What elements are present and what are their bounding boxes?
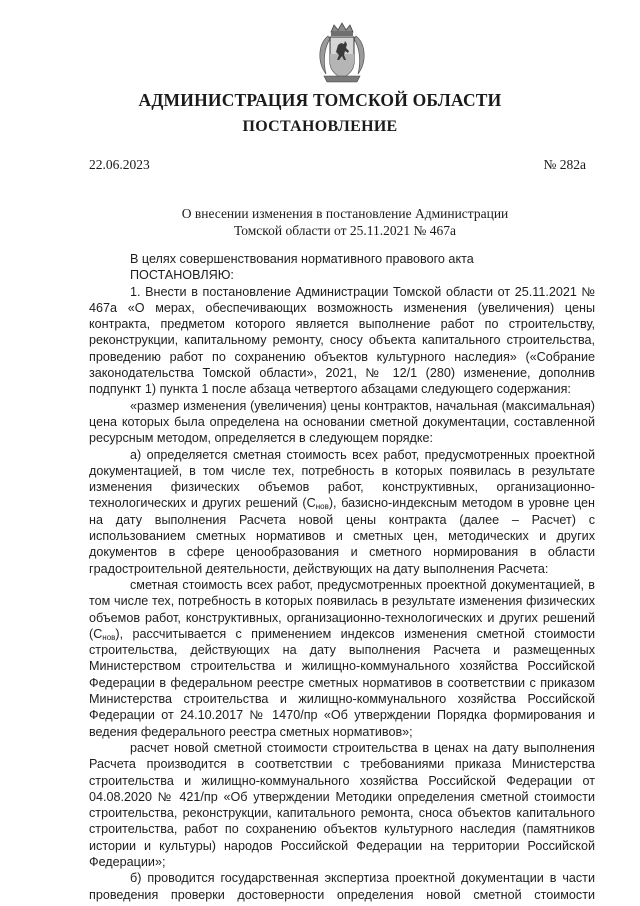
document-type: ПОСТАНОВЛЕНИЕ	[242, 118, 398, 135]
subscript-nov: нов	[102, 632, 116, 642]
paragraph-calculation: расчет новой сметной стоимости строительства в ценах на дату выполнения Расчета производится в соответствии с требованиями приказа Министерства строительства и жилищно-коммунального хозяйства Российской Федерации от 04.08.2020 № 421/пр «Об утверждении Методики определения сметной стоимости строительства, реконструкции, капитального ремонта, сноса объектов капитального строительства, работ по сохранению объектов культурного наследия (памятников истории и культуры) народов Российской Федерации на территории Российской Федерации»;	[89, 740, 595, 869]
subscript-nov: нов	[315, 502, 329, 512]
paragraph-estimate-text-2: ), рассчитывается с применением индексов изменения сметной стоимости строительства, действующих на дату выполнения Расчета и размещенных Министерством строительства и жилищно-коммунального хозяйства Российской Федерации в федеральном реестре сметных нормативов в соответствии с приказом Министерства строительства и жилищно-коммунального хозяйства Российской Федерации от 24.10.2017 № 1470/пр «Об утверждении Порядка формирования и ведения федерального реестра сметных нормативов»;	[89, 626, 595, 739]
organization-name: АДМИНИСТРАЦИЯ ТОМСКОЙ ОБЛАСТИ	[138, 90, 502, 110]
resolve-paragraph: ПОСТАНОВЛЯЮ:	[130, 268, 234, 283]
title-line-1: О внесении изменения в постановление Администрации	[181, 206, 509, 221]
document-body	[89, 251, 595, 903]
paragraph-b: б) проводится государственная экспертиза проектной документации в части проведения проверки достоверности определения новой сметной стоимости	[89, 871, 595, 902]
title-line-2: Томской области от 25.11.2021 № 467а	[234, 223, 456, 238]
document-number: № 282а	[543, 157, 586, 172]
document-date: 22.06.2023	[89, 157, 150, 172]
paragraph-estimate-text-1: сметная стоимость всех работ, предусмотренных проектной документацией, в том числе тех, потребность в которых появилась в результате изменения физических объемов работ, конструктивных, организационно-технологических и других решений (С	[89, 577, 595, 641]
paragraph-a-text-1: а) определяется сметная стоимость всех работ, предусмотренных проектной документацией, в том числе тех, потребность в которых появилась в результате изменения физических объемов работ, конструктивных, организационно-технологических и других решений (С	[89, 447, 595, 511]
paragraph-2: «размер изменения (увеличения) цены контрактов, начальная (максимальная) цена которых была определена на основании сметной документации, составленной ресурсным методом, определяется в следующем порядке:	[89, 398, 595, 446]
intro-paragraph: В целях совершенствования нормативного правового акта	[130, 252, 474, 266]
paragraph-estimate	[89, 577, 595, 740]
document-title	[0, 205, 640, 239]
coat-of-arms-emblem	[314, 22, 370, 84]
paragraph-1: 1. Внести в постановление Администрации Томской области от 25.11.2021 № 467а «О мерах, обеспечивающих возможность изменения (увеличения) цены контракта, предметом которого является выполнение работ по строительству, реконструкции, капитальному ремонту, сносу объекта капитального строительства, проведению работ по сохранению объектов культурного наследия» («Собрание законодательства Томской области», 2021, № 12/1 (280) изменение, дополнив подпункт 1) пункта 1 после абзаца четвертого абзацами следующего содержания:	[89, 284, 595, 397]
paragraph-a-text-2: ), базисно-индексным методом в уровне цен на дату выполнения Расчета новой цены контракта (далее – Расчет) с использованием сметных нормативов и сметных цен, методических и других документов в сфере ценообразования и сметного нормирования в области градостроительной деятельности, действующих на дату выполнения Расчета:	[89, 496, 595, 576]
paragraph-a	[89, 447, 595, 577]
